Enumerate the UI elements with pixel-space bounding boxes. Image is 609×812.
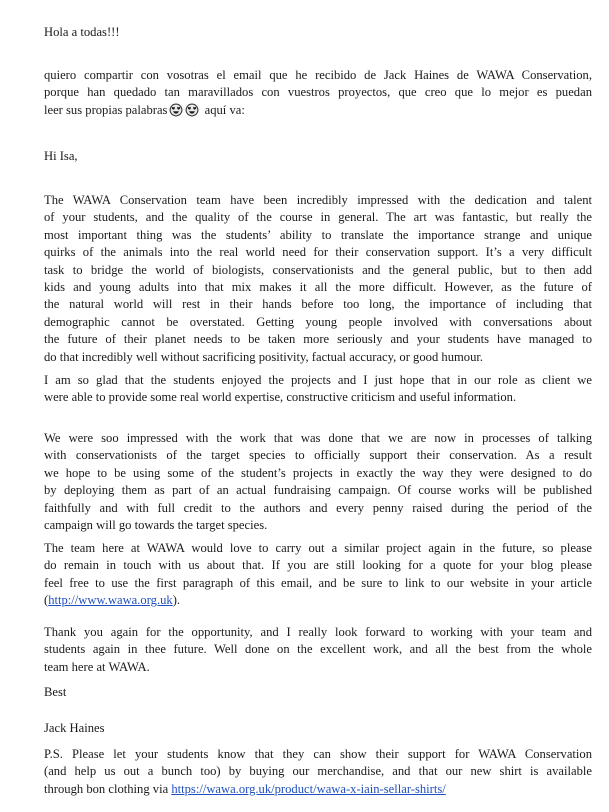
intro-line-1: quiero compartir con vosotras el email que he recibido de Jack Haines de WAWA Conservation, bbox=[44, 68, 592, 82]
wawa-website-link[interactable]: http://www.wawa.org.uk bbox=[48, 593, 173, 608]
intro-tail: aquí va: bbox=[204, 102, 245, 117]
ps-line: (and help us out a bunch too) by buying our merchandise, and that our new shirt is available bbox=[44, 764, 592, 779]
p1-line: The WAWA Conservation team have been incredibly impressed with the dedication and talent bbox=[44, 193, 592, 207]
p5-line: team here at WAWA. bbox=[44, 659, 150, 674]
p3-line: faithfully and with full credit to the authors and every penny raised during the period of the bbox=[44, 500, 592, 515]
p1-line: the future of their planet needs to be taken more seriously and your students have managed to bbox=[44, 332, 592, 347]
p1-line: do that incredibly well without sacrificing positivity, factual accuracy, or good humour. bbox=[44, 349, 484, 364]
p4-line: do remain in touch with us about that. If you are still looking for a quote for your blog please bbox=[44, 558, 592, 573]
p4-line: feel free to use the first paragraph of this email, and be sure to link to our website in your article bbox=[44, 575, 592, 590]
paren-open: ( bbox=[44, 593, 49, 608]
p3-line: with conservationists of the target species to officially support their conservation. As a result bbox=[44, 448, 592, 463]
intro-line-3-text: leer sus propias palabras bbox=[44, 102, 168, 117]
ps-last-text: through bon clothing via bbox=[44, 781, 172, 796]
paren-close: ). bbox=[172, 593, 181, 608]
email-paragraph-1 bbox=[44, 192, 592, 366]
heart-eyes-emoji-icon bbox=[185, 103, 199, 117]
p3-line: We were soo impressed with the work that was done that we are now in processes of talking bbox=[44, 431, 592, 445]
p3-line: campaign will go towards the target species. bbox=[44, 518, 268, 533]
p1-line: quirks of the animals into the real world need for their conservation support. It’s a very difficult bbox=[44, 245, 592, 260]
intro-line-3 bbox=[44, 102, 592, 122]
ps-line: P.S. Please let your students know that they can show their support for WAWA Conservation bbox=[44, 747, 592, 761]
email-paragraph-2 bbox=[44, 372, 592, 407]
heart-eyes-emoji-icon bbox=[169, 103, 183, 117]
emoji-group bbox=[169, 103, 201, 122]
p5-line: Thank you again for the opportunity, and I really look forward to working with your team and bbox=[44, 625, 592, 639]
greeting bbox=[44, 24, 592, 41]
p5-line: students again in thee future. Well done on the excellent work, and all the best from the whole bbox=[44, 642, 592, 657]
p4-line: The team here at WAWA would love to carry out a similar project again in the future, so please bbox=[44, 541, 592, 555]
p1-line: most important thing was the students’ ability to translate the importance strange and unique bbox=[44, 227, 592, 242]
shirt-product-link[interactable]: https://wawa.org.uk/product/wawa-x-iain-sellar-shirts/ bbox=[171, 781, 446, 796]
email-paragraph-5 bbox=[44, 624, 592, 676]
email-salutation bbox=[44, 148, 592, 165]
signature-text: Jack Haines bbox=[44, 721, 105, 735]
p1-line: of your students, and the quality of the course in general. The art was fantastic, but really the bbox=[44, 210, 592, 225]
email-paragraph-3 bbox=[44, 430, 592, 534]
p3-line: by deploying them as part of an actual fundraising campaign. Of course works will be published bbox=[44, 483, 592, 498]
email-postscript bbox=[44, 746, 592, 798]
salutation-text: Hi Isa, bbox=[44, 149, 78, 163]
intro-line-2: porque han quedado tan maravillados con vuestros proyectos, que creo que lo mejor es puedan bbox=[44, 85, 592, 100]
p1-line: the natural world will rest in their hands before too long, the importance of including that bbox=[44, 297, 592, 312]
email-paragraph-4 bbox=[44, 540, 592, 610]
p2-line: were able to provide some real world expertise, constructive criticism and useful information. bbox=[44, 390, 517, 405]
p1-line: demographic cannot be overstated. Getting young people involved with conversations about bbox=[44, 314, 592, 329]
p1-line: task to bridge the world of biologists, conservationists and the general public, but to then add bbox=[44, 262, 592, 277]
p1-line: kids and young adults into that mix makes it all the more difficult. However, as the future of bbox=[44, 280, 592, 295]
p3-line: we hope to be using some of the student’s projects in exactly the way they were designed to do bbox=[44, 465, 592, 480]
intro-paragraph bbox=[44, 67, 592, 122]
greeting-text: Hola a todas!!! bbox=[44, 25, 120, 39]
email-signature bbox=[44, 720, 592, 737]
email-closing bbox=[44, 684, 592, 701]
closing-text: Best bbox=[44, 685, 67, 699]
p2-line: I am so glad that the students enjoyed the projects and I just hope that in our role as client we bbox=[44, 373, 592, 387]
p4-line bbox=[44, 592, 592, 609]
ps-line bbox=[44, 781, 592, 798]
